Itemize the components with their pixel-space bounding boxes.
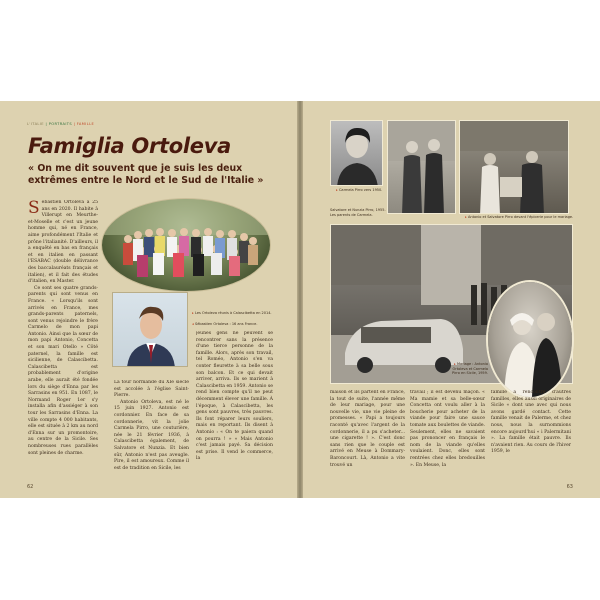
couple-illustration bbox=[488, 282, 572, 397]
paragraph: Ce sont ses quatre grands-parents qui sont venus en France. « Lorsqu'ils sont arrivés en France, mes grands-parents paternels, sont venus rejoindre le frère Carmelo de mon papi Antonio. Ainsi que la sœur de mon papi Antonio, Concetta et son mari Otello » Côté paternel, la famille est sicilienne, de Calascibetta. Calascibetta est probablement d'origine arabe, elle aurait été fondée lors du siège d'Enna par les Sarrasins en 951. En 1087, le Normand Roger 1er s'y installa afin d'assiéger à son tour les Sarrasins d'Enna. La ville compte 4 000 habitants, elle est située à 2 km au nord d'Enna sur un promontoire, au centre de la Sicile. Ses nombreuses rues parallèles sont pleines de charme. bbox=[28, 285, 98, 456]
drop-cap: S bbox=[28, 200, 40, 218]
text-column-5 bbox=[410, 390, 485, 490]
section-header: L'ITALIE | PORTRAITS | FAMILLE bbox=[27, 122, 95, 126]
header-section: L'ITALIE bbox=[27, 122, 44, 126]
portrait-photo bbox=[112, 292, 188, 367]
shop-photo bbox=[459, 120, 569, 214]
paragraph: travail ; il est devenu maçon. « Ma mamie et sa belle-sœur Concetta ont voulu aller à la boucherie pour acheter de la viande pour faire une sauce tomate aux boulettes de viande. Seulement, elles ne savaient pas prononcer en français le nom de la viande qu'elles voulaient. Donc, elles sont rentrées chez elles bredouilles ». En Meuse, la bbox=[410, 390, 485, 468]
caption-group-photo: ▸ Les Ortoleva réunis à Calascibetta en 2014. bbox=[192, 311, 272, 315]
parents-illustration bbox=[388, 121, 456, 214]
paragraph: La tour normande du XIe siècle est accolée à l'église Saint-Pierre. bbox=[114, 380, 189, 399]
article-subtitle: « On me dit souvent que je suis les deux extrêmes entre le Nord et le Sud de l'Italie » bbox=[28, 163, 264, 186]
paragraph: jeunes gens ne peuvent se rencontrer sans la présence d'une tierce personne de la famille. Alors, après son travail, tel Roméo, Antonio s'en va conter fleurette à sa belle sous son balcon. Et ce qui devait arriver, arriva. Ils se marient à Calascibetta en 1959. Antonio se rend bien compte qu'il ne peut décemment élever une famille. À l'époque, à Calascibetta, les gens sont pauvres, très pauvres. Ils font réparer leurs souliers, mais en reportant. Ils disent à Antonio : « On te paiera quand on pourra ! » « Mais Antonio c'est jamais payé. Sa décision est prise. Il vend le commerce, la bbox=[196, 331, 273, 462]
page-number-left: 62 bbox=[27, 484, 34, 490]
text-column-6 bbox=[491, 390, 571, 490]
article-title: Famiglia Ortoleva bbox=[28, 134, 231, 158]
portrait-illustration bbox=[113, 293, 188, 367]
group-people-illustration bbox=[102, 199, 270, 291]
text-column-4 bbox=[330, 390, 405, 490]
caption-carmela: ▸ Carmela Pirro vers 1950. bbox=[336, 188, 383, 192]
text-column-2 bbox=[114, 380, 189, 490]
caption-parents: Salvatore et Nunzia Pirro, 1955. Les parents de Carmela. bbox=[330, 208, 386, 217]
group-photo bbox=[102, 199, 270, 291]
carmela-photo bbox=[330, 120, 383, 186]
text-column-1 bbox=[28, 200, 98, 490]
page-number-right: 63 bbox=[566, 484, 573, 490]
carmela-illustration bbox=[331, 121, 383, 186]
caption-wedding: ▸ Mariage : Antonio Ortoleva et Carmela Pirro en Sicile, 1959. bbox=[452, 362, 488, 376]
paragraph: maison et ils partent en France, la tout de suite, l'année même de leur mariage, pour une nouvelle vie, une vie pleine de promesses. « Papi a toujours raconté qu'avec l'argent de la cordonnerie, il a pu s'acheter... une cigarette ! ». C'est donc sans rien que le couple est arrivé en Meuse à Dommary-Baroncourt. Là, Antonio a vite trouvé un bbox=[330, 390, 405, 468]
paragraph: Antonio Ortoleva, est né le 15 juin 1927. Antonio est cordonnier. En face de sa cordonnerie, vit la jolie Carmela Pirro, une couturière, née le 21 février 1936, à Calascibetta également, de Salvatore et Nunzia. Et bien sûr, Antonio n'est pas aveugle. Pire, il est amoureux. Comme il est de tradition en Sicile, les bbox=[114, 399, 189, 471]
header-part1: PORTRAITS bbox=[48, 122, 73, 126]
right-page bbox=[303, 101, 600, 498]
header-part2: FAMILLE bbox=[76, 122, 95, 126]
caption-shop: ▸ Antonio et Salvatore Pirro devant l'épicerie pour le mariage. bbox=[465, 215, 574, 219]
magazine-spread bbox=[0, 101, 600, 498]
parents-photo bbox=[387, 120, 456, 214]
wedding-couple-photo bbox=[488, 282, 572, 397]
text-column-3 bbox=[196, 331, 273, 490]
left-page bbox=[0, 101, 297, 498]
paragraph: ébastien Ortoleva a 25 ans en 2020. Il habite à Villerupt en Meurthe-et-Moselle et c'est un jeune homme qui, né en France, aime profondément l'Italie et prône l'italianité. D'ailleurs, il a enquêté en bas en français et en italien en passant l'ESABAC (double délivrance des baccalauréats français et italien), et il fait des études d'italien, en Master. bbox=[28, 200, 98, 285]
caption-portrait: ◂ Sébastien Ortoleva : 16 ans France. bbox=[192, 322, 258, 326]
shop-illustration bbox=[460, 121, 569, 214]
paragraph: famille a rencontré d'autres familles, elles aussi originaires de Sicile « dont une avec qui nous avons gardé contact. Cette famille venait de Palerme, et chez nous, nous la surnommions encore aujourd'hui « i Palermitani ». La famille était pauvre. Ils n'avaient rien. Au cours de l'hiver 1959, le bbox=[491, 390, 571, 455]
